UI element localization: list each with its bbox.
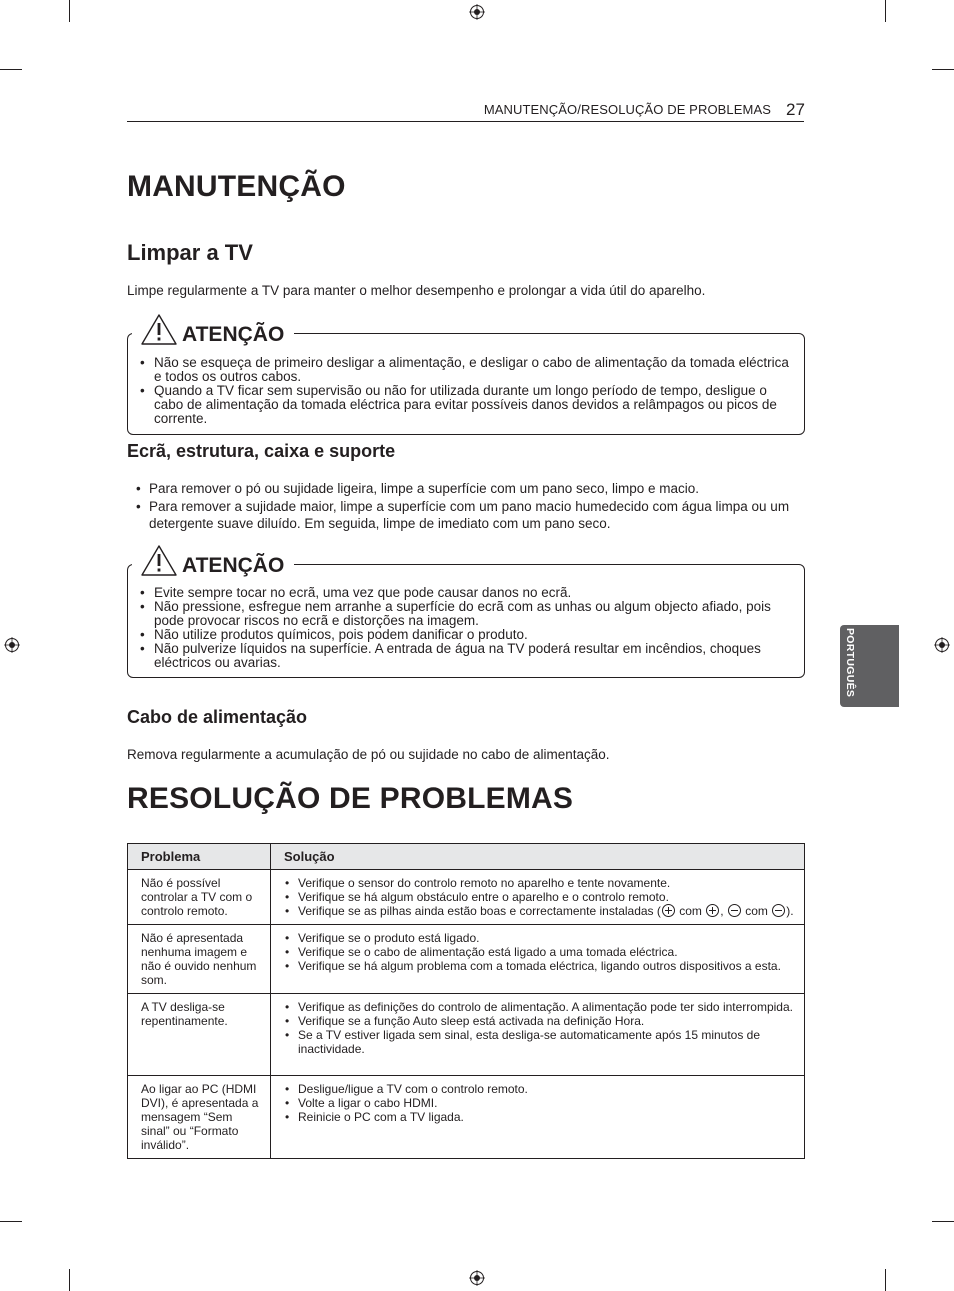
battery-text-com: com [741,904,772,918]
solution-item [285,904,796,918]
table-header-row [128,844,805,870]
solution-item: • Desligue/ligue a TV com o controlo remoto. [285,1082,796,1096]
power-cord-heading: Cabo de alimentação [127,707,308,727]
solution-cell [271,925,805,994]
list-item: • Para remover o pó ou sujidade ligeira, limpe a superfície com um pano seco, limpo e macio. [136,480,806,498]
screen-heading: Ecrã, estrutura, caixa e suporte [127,441,396,461]
maintenance-title: MANUTENÇÃO [127,170,346,203]
caution-item: • Não pressione, esfregue nem arranhe a superfície do ecrã com as unhas ou algum objecto afiado, pois pode provocar riscos no ecrã e distorções na imagem. [140,600,795,628]
clean-tv-heading: Limpar a TV [127,240,253,265]
solution-item: • Verifique se o produto está ligado. [285,931,796,945]
table-row [128,870,805,925]
running-header: MANUTENÇÃO/RESOLUÇÃO DE PROBLEMAS [483,102,771,117]
clean-tv-intro: Limpe regularmente a TV para manter o melhor desempenho e prolongar a vida útil do aparelho. [127,283,706,298]
caution-item: • Não utilize produtos químicos, pois podem danificar o produto. [140,628,795,642]
crop-mark [69,1269,70,1291]
caution-header [132,541,294,577]
solution-item: • Verifique o sensor do controlo remoto no aparelho e tente novamente. [285,876,796,890]
problem-cell: A TV desliga-se repentinamente. [128,994,271,1076]
caution-list [140,356,795,426]
battery-text-com: com [675,904,706,918]
solution-cell [271,1076,805,1159]
solution-item: • Verifique se o cabo de alimentação está ligado a uma tomada eléctrica. [285,945,796,959]
solution-item: • Verifique se a função Auto sleep está activada na definição Hora. [285,1014,796,1028]
registration-mark-icon [4,637,20,653]
crop-mark [885,1269,886,1291]
solution-cell [271,870,805,925]
caution-item: • Não pulverize líquidos na superfície. A entrada de água na TV poderá resultar em incêndios, choques eléctricos ou avarias. [140,642,795,670]
troubleshooting-table [127,843,805,1159]
solution-item: • Se a TV estiver ligada sem sinal, esta desliga-se automaticamente após 15 minutos de inactividade. [285,1028,796,1056]
caution-item: • Quando a TV ficar sem supervisão ou não for utilizada durante um longo período de tempo, desligue o cabo de alimentação da tomada eléctrica para evitar possíveis danos devidos a relâmpagos ou picos de corrente. [140,384,795,426]
plus-terminal-icon [706,904,719,917]
caution-item: • Evite sempre tocar no ecrã, uma vez que pode causar danos no ecrã. [140,586,795,600]
battery-text-after: ). [786,904,794,918]
minus-terminal-icon [772,904,785,917]
battery-text-before: Verifique se as pilhas ainda estão boas e correctamente instaladas ( [298,904,661,918]
warning-triangle-icon [140,543,178,577]
crop-mark [0,1221,22,1222]
table-row [128,994,805,1076]
registration-mark-icon [934,637,950,653]
warning-triangle-icon [140,312,178,346]
caution-label: ATENÇÃO [182,323,285,346]
header-rule [127,121,804,122]
troubleshooting-title: RESOLUÇÃO DE PROBLEMAS [127,782,574,815]
crop-mark [932,1221,954,1222]
crop-mark [932,69,954,70]
plus-terminal-icon [662,904,675,917]
registration-mark-icon [469,4,485,20]
language-tab-label: PORTUGUÊS [844,628,856,698]
solution-item: • Verifique se há algum obstáculo entre o aparelho e o controlo remoto. [285,890,796,904]
column-header-solution: Solução [271,844,805,870]
registration-mark-icon [469,1270,485,1286]
list-item: • Para remover a sujidade maior, limpe a superfície com um pano macio humedecido com água limpa ou um detergente suave diluído. Em seguida, limpe de imediato com um pano seco. [136,498,806,533]
crop-mark [0,69,22,70]
table-row [128,925,805,994]
minus-terminal-icon [728,904,741,917]
caution-item: • Não se esqueça de primeiro desligar a alimentação, e desligar o cabo de alimentação da tomada eléctrica e todos os outros cabos. [140,356,795,384]
crop-mark [885,0,886,22]
solution-item: • Volte a ligar o cabo HDMI. [285,1096,796,1110]
problem-cell: Não é possível controlar a TV com o controlo remoto. [128,870,271,925]
language-tab [840,625,899,707]
solution-item: • Reinicie o PC com a TV ligada. [285,1110,796,1124]
page-number: 27 [786,100,805,119]
caution-label: ATENÇÃO [182,554,285,577]
solution-item: • Verifique se há algum problema com a tomada eléctrica, ligando outros dispositivos a esta. [285,959,796,973]
problem-cell: Ao ligar ao PC (HDMI DVI), é apresentada a mensagem “Sem sinal” ou “Formato inválido”. [128,1076,271,1159]
table-row [128,1076,805,1159]
solution-item: • Verifique as definições do controlo de alimentação. A alimentação pode ter sido interrompida. [285,1000,796,1014]
crop-mark [69,0,70,22]
column-header-problem: Problema [128,844,271,870]
problem-cell: Não é apresentada nenhuma imagem e não é ouvido nenhum som. [128,925,271,994]
power-cord-text: Remova regularmente a acumulação de pó ou sujidade no cabo de alimentação. [127,747,610,762]
caution-list [140,586,795,670]
screen-care-list [136,480,806,533]
solution-cell [271,994,805,1076]
caution-header [132,310,294,346]
battery-text-sep: , [720,904,727,918]
